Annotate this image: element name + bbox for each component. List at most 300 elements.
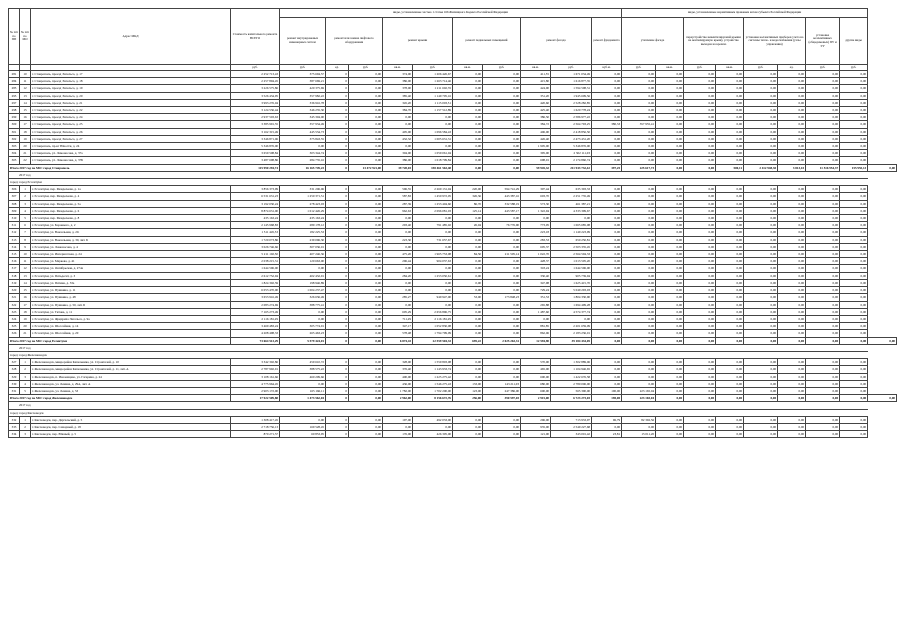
- address-cell: г. Ессентуки, ул. Пушкина, д. 50, лит. Б: [31, 301, 231, 308]
- value-cell: 432,32: [383, 135, 413, 142]
- value-cell: 1 211 602,76: [413, 85, 453, 92]
- total-value-cell: 0,00: [453, 164, 483, 171]
- value-cell: 426 305,00: [413, 431, 453, 438]
- table-row: [9, 121, 897, 128]
- value-cell: 0,00: [778, 157, 806, 164]
- value-cell: 0,00: [778, 315, 806, 322]
- total-value-cell: 0,00: [868, 164, 897, 171]
- value-cell: 0,00: [778, 78, 806, 85]
- total-label: Итого 2017 год по МО: город Ставрополь: [9, 164, 231, 171]
- address-cell: г. Ессентуки, ул. Пушкина, д. 48: [31, 294, 231, 301]
- value-cell: 0,00: [840, 301, 868, 308]
- value-cell: 84,50: [453, 251, 483, 258]
- value-cell: 173 848,23: [483, 294, 521, 301]
- total-value-cell: 11 516 954,37: [806, 164, 840, 171]
- value-cell: 0,00: [592, 251, 622, 258]
- value-cell: 0,00: [349, 207, 383, 214]
- value-cell: 0,00: [592, 373, 622, 380]
- value-cell: 0,00: [592, 78, 622, 85]
- value-cell: 123,00: [453, 387, 483, 394]
- value-cell: 0,00: [622, 294, 656, 301]
- value-cell: 0,00: [840, 416, 868, 423]
- value-cell: 0,00: [656, 121, 684, 128]
- value-cell: 0,00: [684, 92, 716, 99]
- value-cell: 0,00: [453, 416, 483, 423]
- total-value-cell: 158 461 563,48: [413, 164, 453, 171]
- value-cell: 0,00: [622, 222, 656, 229]
- value-cell: 0: [326, 380, 349, 387]
- table-row: [9, 92, 897, 99]
- value-cell: 0,00: [744, 323, 778, 330]
- value-cell: 0,00: [413, 229, 453, 236]
- value-cell: 1 065 685,08: [551, 222, 592, 229]
- value-cell: 0,00: [744, 200, 778, 207]
- unit-cell: руб.: [806, 65, 840, 71]
- value-cell: 0,00: [716, 279, 744, 286]
- value-cell: 1 206 426,67: [413, 71, 453, 78]
- value-cell: 7 165 273,49: [231, 308, 280, 315]
- value-cell: 0,00: [806, 186, 840, 193]
- value-cell: 605,37: [521, 243, 551, 250]
- value-cell: 0,00: [744, 330, 778, 337]
- value-cell: 0,00: [716, 135, 744, 142]
- city-row: [9, 409, 897, 416]
- value-cell: 2: [20, 423, 31, 430]
- value-cell: 0,00: [349, 359, 383, 366]
- value-cell: 0,00: [778, 359, 806, 366]
- value-cell: 1 253 404,60: [413, 200, 453, 207]
- value-cell: 388 775,41: [280, 301, 326, 308]
- value-cell: 0,00: [622, 315, 656, 322]
- value-cell: 395,00: [521, 150, 551, 157]
- value-cell: 0,00: [840, 207, 868, 214]
- value-cell: 2: [20, 193, 31, 200]
- value-cell: 332 588,19: [483, 200, 521, 207]
- value-cell: 265 463,23: [280, 330, 326, 337]
- value-cell: 492 033,00: [413, 416, 453, 423]
- value-cell: 0,00: [483, 99, 521, 106]
- value-cell: 0,00: [483, 431, 521, 438]
- value-cell: 0,00: [716, 215, 744, 222]
- value-cell: 0,00: [349, 323, 383, 330]
- unit-cell: руб.: [622, 65, 656, 71]
- total-value-cell: 2 962,00: [383, 395, 413, 402]
- year-label: 2017 год: [9, 402, 231, 409]
- value-cell: 411,55: [521, 71, 551, 78]
- value-cell: 0,00: [453, 236, 483, 243]
- value-cell: 0,00: [592, 85, 622, 92]
- value-cell: 0,00: [840, 107, 868, 114]
- value-cell: 346 235,30: [280, 107, 326, 114]
- value-cell: 962,63: [383, 207, 413, 214]
- value-cell: 0,00: [656, 380, 684, 387]
- value-cell: 7: [20, 229, 31, 236]
- table-row: [9, 157, 897, 164]
- value-cell: 0,00: [744, 121, 778, 128]
- value-cell: 1 511 445,53: [231, 229, 280, 236]
- table-row: [9, 301, 897, 308]
- value-cell: 2 718 756,13: [231, 423, 280, 430]
- value-cell: 0,00: [778, 135, 806, 142]
- value-cell: 0,00: [622, 243, 656, 250]
- value-cell: 326: [9, 330, 20, 337]
- value-cell: 21: [20, 150, 31, 157]
- value-cell: 0,00: [453, 287, 483, 294]
- value-cell: 0,00: [840, 85, 868, 92]
- value-cell: 143 211,03: [483, 380, 521, 387]
- value-cell: 0,00: [521, 315, 551, 322]
- table-row: [9, 287, 897, 294]
- value-cell: 0,00: [349, 258, 383, 265]
- total-value-cell: 0,00: [622, 337, 656, 344]
- total-value-cell: 211 943 732,42: [551, 164, 592, 171]
- value-cell: 0,00: [778, 99, 806, 106]
- value-cell: 0,00: [806, 251, 840, 258]
- value-cell: 0,00: [744, 114, 778, 121]
- value-cell: 0,00: [684, 272, 716, 279]
- address-cell: г. Ессентуки, пер. Менделеева, д. 8: [31, 215, 231, 222]
- total-value-cell: 0,00: [806, 395, 840, 402]
- value-cell: 0,00: [622, 366, 656, 373]
- value-cell: 711,29: [383, 315, 413, 322]
- value-cell: 22: [20, 157, 31, 164]
- value-cell: 0,00: [778, 294, 806, 301]
- value-cell: 0,00: [778, 387, 806, 394]
- value-cell: 0,00: [744, 251, 778, 258]
- value-cell: 0: [326, 143, 349, 150]
- value-cell: 0,00: [806, 99, 840, 106]
- value-cell: 0,00: [483, 315, 521, 322]
- value-cell: 0,00: [778, 229, 806, 236]
- value-cell: 0,00: [840, 78, 868, 85]
- value-cell: 0,00: [483, 272, 521, 279]
- total-value-cell: 390 597,03: [483, 395, 521, 402]
- value-cell: 307 036,01: [280, 243, 326, 250]
- value-cell: 0,00: [840, 373, 868, 380]
- value-cell: 0,00: [453, 215, 483, 222]
- value-cell: 0,00: [806, 287, 840, 294]
- value-cell: 0,00: [840, 258, 868, 265]
- value-cell: 400,00: [383, 373, 413, 380]
- table-row: [9, 294, 897, 301]
- value-cell: 318,24: [521, 265, 551, 272]
- value-cell: 13: [20, 272, 31, 279]
- value-cell: 1 546 275,43: [413, 380, 453, 387]
- value-cell: 2 418 856,50: [551, 128, 592, 135]
- value-cell: 0,00: [656, 359, 684, 366]
- value-cell: 0,00: [483, 92, 521, 99]
- total-value-cell: 22 559 504,33: [413, 337, 453, 344]
- total-row: [9, 337, 897, 344]
- value-cell: 317: [9, 265, 20, 272]
- value-cell: 573,30: [521, 200, 551, 207]
- value-cell: 0: [326, 265, 349, 272]
- value-cell: 2 612 752,94: [231, 272, 280, 279]
- value-cell: 284 735,16: [280, 157, 326, 164]
- value-cell: 305: [9, 157, 20, 164]
- total-value-cell: 16 165 749,23: [280, 164, 326, 171]
- value-cell: 76 776,90: [483, 222, 521, 229]
- value-cell: 1 694 499,28: [551, 301, 592, 308]
- value-cell: 5 346 876,00: [551, 143, 592, 150]
- value-cell: 1: [20, 416, 31, 423]
- value-cell: 328,00: [383, 359, 413, 366]
- total-value-cell: 39 184 434,05: [551, 337, 592, 344]
- value-cell: 0,00: [622, 251, 656, 258]
- value-cell: 1 022,70: [521, 251, 551, 258]
- value-cell: 190,00: [592, 387, 622, 394]
- value-cell: 0,00: [483, 301, 521, 308]
- value-cell: 0: [326, 229, 349, 236]
- value-cell: 0,00: [684, 135, 716, 142]
- value-cell: 0,00: [622, 258, 656, 265]
- value-cell: 8: [20, 236, 31, 243]
- value-cell: 0,00: [806, 193, 840, 200]
- value-cell: 23,81: [592, 431, 622, 438]
- value-cell: 21: [20, 330, 31, 337]
- value-cell: 169 528,45: [280, 423, 326, 430]
- value-cell: 0,00: [840, 157, 868, 164]
- value-cell: 2 116 181,29: [231, 315, 280, 322]
- value-cell: 0,00: [806, 279, 840, 286]
- value-cell: 0,00: [483, 243, 521, 250]
- value-cell: 0,00: [684, 330, 716, 337]
- value-cell: 384,72: [521, 121, 551, 128]
- value-cell: 0,00: [592, 323, 622, 330]
- value-cell: 6: [20, 222, 31, 229]
- value-cell: 384,70: [383, 107, 413, 114]
- value-cell: 1 782,00: [383, 387, 413, 394]
- value-cell: 0,00: [716, 200, 744, 207]
- value-cell: 0,00: [592, 279, 622, 286]
- value-cell: 949 947,00: [413, 294, 453, 301]
- value-cell: 0,00: [684, 229, 716, 236]
- value-cell: 0,00: [840, 222, 868, 229]
- value-cell: 0,00: [349, 416, 383, 423]
- value-cell: 321: [9, 294, 20, 301]
- value-cell: 0,00: [349, 193, 383, 200]
- value-cell: 86,70: [453, 200, 483, 207]
- value-cell: 0,00: [716, 431, 744, 438]
- value-cell: 0,00: [453, 301, 483, 308]
- city-row: [9, 179, 897, 186]
- address-cell: г. Ставрополь, проезд Энгельса, д. 26: [31, 128, 231, 135]
- value-cell: 0,00: [349, 380, 383, 387]
- value-cell: 0,00: [684, 258, 716, 265]
- value-cell: 0,00: [349, 315, 383, 322]
- value-cell: 0,00: [806, 272, 840, 279]
- value-cell: 304,00: [383, 150, 413, 157]
- value-cell: 0,00: [806, 236, 840, 243]
- value-cell: 3 385 991,55: [231, 121, 280, 128]
- value-cell: 0,00: [716, 121, 744, 128]
- total-value-cell: 0,00: [656, 164, 684, 171]
- value-cell: 0,00: [483, 85, 521, 92]
- value-cell: 0,00: [280, 315, 326, 322]
- value-cell: 3 856 373,99: [231, 186, 280, 193]
- value-cell: 0,00: [806, 157, 840, 164]
- value-cell: 374,00: [383, 71, 413, 78]
- value-cell: 0,00: [744, 107, 778, 114]
- value-cell: 332: [9, 416, 20, 423]
- value-cell: 3 108 161,66: [231, 373, 280, 380]
- value-cell: 0: [326, 373, 349, 380]
- value-cell: 0,00: [622, 193, 656, 200]
- value-cell: 0: [326, 315, 349, 322]
- value-cell: 299: [9, 114, 20, 121]
- value-cell: 0,00: [622, 373, 656, 380]
- value-cell: 425,40: [521, 107, 551, 114]
- address-cell: г. Ессентуки, ул. Боронкого, д. 2: [31, 222, 231, 229]
- value-cell: 0,00: [684, 366, 716, 373]
- value-cell: 385,40: [383, 92, 413, 99]
- value-cell: 0,00: [684, 107, 716, 114]
- value-cell: 0,00: [716, 330, 744, 337]
- value-cell: 0,00: [806, 258, 840, 265]
- value-cell: 1 905,00: [521, 143, 551, 150]
- value-cell: 0: [326, 135, 349, 142]
- value-cell: 0,00: [684, 315, 716, 322]
- value-cell: 8 874 631,00: [231, 207, 280, 214]
- value-cell: 3 192 030,24: [231, 200, 280, 207]
- value-cell: 0,00: [280, 308, 326, 315]
- value-cell: 0,00: [622, 287, 656, 294]
- value-cell: 2 269 131,04: [413, 186, 453, 193]
- value-cell: 0,00: [840, 359, 868, 366]
- value-cell: 0,00: [806, 135, 840, 142]
- total-value-cell: 8 156 672,76: [413, 395, 453, 402]
- value-cell: 0,00: [840, 135, 868, 142]
- table-row: [9, 222, 897, 229]
- col-num-pp: № п/п по ПП: [9, 9, 20, 65]
- address-cell: г. Ставрополь, проезд Энгельса, д. 18: [31, 78, 231, 85]
- unit-cell: кв.м.: [656, 65, 684, 71]
- value-cell: 0,00: [716, 193, 744, 200]
- value-cell: 0,00: [656, 135, 684, 142]
- value-cell: 3 342 302,86: [231, 359, 280, 366]
- repair-program-table: [8, 8, 897, 438]
- value-cell: 320: [9, 287, 20, 294]
- value-cell: 0,00: [656, 258, 684, 265]
- value-cell: 0,00: [684, 85, 716, 92]
- value-cell: 3 993 276,04: [231, 99, 280, 106]
- value-cell: 0,00: [684, 215, 716, 222]
- address-cell: г. Ессентуки, ул. Титова, д. 11: [31, 308, 231, 315]
- unit-cell: руб.: [231, 65, 280, 71]
- value-cell: 307,44: [521, 186, 551, 193]
- value-cell: 0,00: [622, 92, 656, 99]
- value-cell: 0,00: [622, 143, 656, 150]
- value-cell: 0,00: [716, 78, 744, 85]
- value-cell: 1: [20, 186, 31, 193]
- value-cell: 0,00: [806, 315, 840, 322]
- value-cell: 0: [326, 215, 349, 222]
- value-cell: 0,00: [684, 121, 716, 128]
- table-row: [9, 200, 897, 207]
- value-cell: 1 225 275,42: [413, 373, 453, 380]
- value-cell: 285: [9, 85, 20, 92]
- value-cell: 587,83: [383, 193, 413, 200]
- total-label: Итого 2017 год по МО: город Железноводск: [9, 395, 231, 402]
- value-cell: 0,00: [656, 243, 684, 250]
- value-cell: 475,20: [383, 251, 413, 258]
- value-cell: 0,00: [840, 308, 868, 315]
- value-cell: 165 166,11: [280, 387, 326, 394]
- value-cell: 0,00: [453, 229, 483, 236]
- value-cell: 1 149 705,16: [413, 92, 453, 99]
- table-row: [9, 258, 897, 265]
- value-cell: 303: [9, 143, 20, 150]
- value-cell: 4 333 399,67: [551, 207, 592, 214]
- value-cell: 304: [9, 150, 20, 157]
- value-cell: 1 804 330,90: [551, 294, 592, 301]
- value-cell: 0,00: [744, 193, 778, 200]
- value-cell: 0,00: [840, 380, 868, 387]
- value-cell: 0,00: [806, 431, 840, 438]
- value-cell: 0,00: [622, 200, 656, 207]
- value-cell: 0,00: [684, 128, 716, 135]
- value-cell: 0,00: [349, 387, 383, 394]
- value-cell: 0,00: [778, 193, 806, 200]
- value-cell: 935,00: [521, 423, 551, 430]
- value-cell: 0,00: [656, 272, 684, 279]
- value-cell: 0,00: [716, 157, 744, 164]
- value-cell: 0,00: [656, 315, 684, 322]
- value-cell: 0,00: [684, 423, 716, 430]
- value-cell: 0,00: [656, 92, 684, 99]
- value-cell: 1 702 200,00: [413, 387, 453, 394]
- value-cell: 0,00: [383, 143, 413, 150]
- unit-cell: руб.: [349, 65, 383, 71]
- value-cell: 0,00: [840, 323, 868, 330]
- value-cell: 19: [20, 315, 31, 322]
- value-cell: 407 246,36: [280, 251, 326, 258]
- value-cell: 0: [326, 301, 349, 308]
- value-cell: 0,00: [806, 107, 840, 114]
- value-cell: 0,00: [453, 99, 483, 106]
- value-cell: 596,55: [383, 186, 413, 193]
- table-row: [9, 207, 897, 214]
- value-cell: 0: [326, 99, 349, 106]
- address-cell: г. Кисловодск, пер. Южный, д. 5: [31, 431, 231, 438]
- total-row: [9, 395, 897, 402]
- table-row: [9, 143, 897, 150]
- value-cell: 0,00: [622, 330, 656, 337]
- address-cell: г. Ессентуки, пер. Менделеева, д. 4: [31, 193, 231, 200]
- value-cell: 324: [9, 315, 20, 322]
- value-cell: 329: [9, 373, 20, 380]
- value-cell: 420,60: [521, 99, 551, 106]
- value-cell: 2 473 431,20: [551, 135, 592, 142]
- total-value-cell: 0,00: [684, 395, 716, 402]
- value-cell: 0,00: [622, 157, 656, 164]
- address-cell: г. Ставрополь, проезд Энгельса, д. 20: [31, 92, 231, 99]
- value-cell: 0,00: [684, 251, 716, 258]
- section-filler: [231, 179, 868, 186]
- col-num-mo: № п/п по МО: [20, 9, 31, 65]
- value-cell: 0,00: [656, 323, 684, 330]
- value-cell: 0,00: [656, 423, 684, 430]
- value-cell: 0,00: [592, 229, 622, 236]
- value-cell: 0,00: [806, 92, 840, 99]
- value-cell: 0,00: [778, 143, 806, 150]
- value-cell: 0,00: [716, 243, 744, 250]
- value-cell: 247 386,00: [483, 387, 521, 394]
- total-value-cell: 0,00: [806, 337, 840, 344]
- value-cell: 387 669,21: [280, 78, 326, 85]
- value-cell: 0,00: [684, 193, 716, 200]
- total-value-cell: 6 874,43: [383, 337, 413, 344]
